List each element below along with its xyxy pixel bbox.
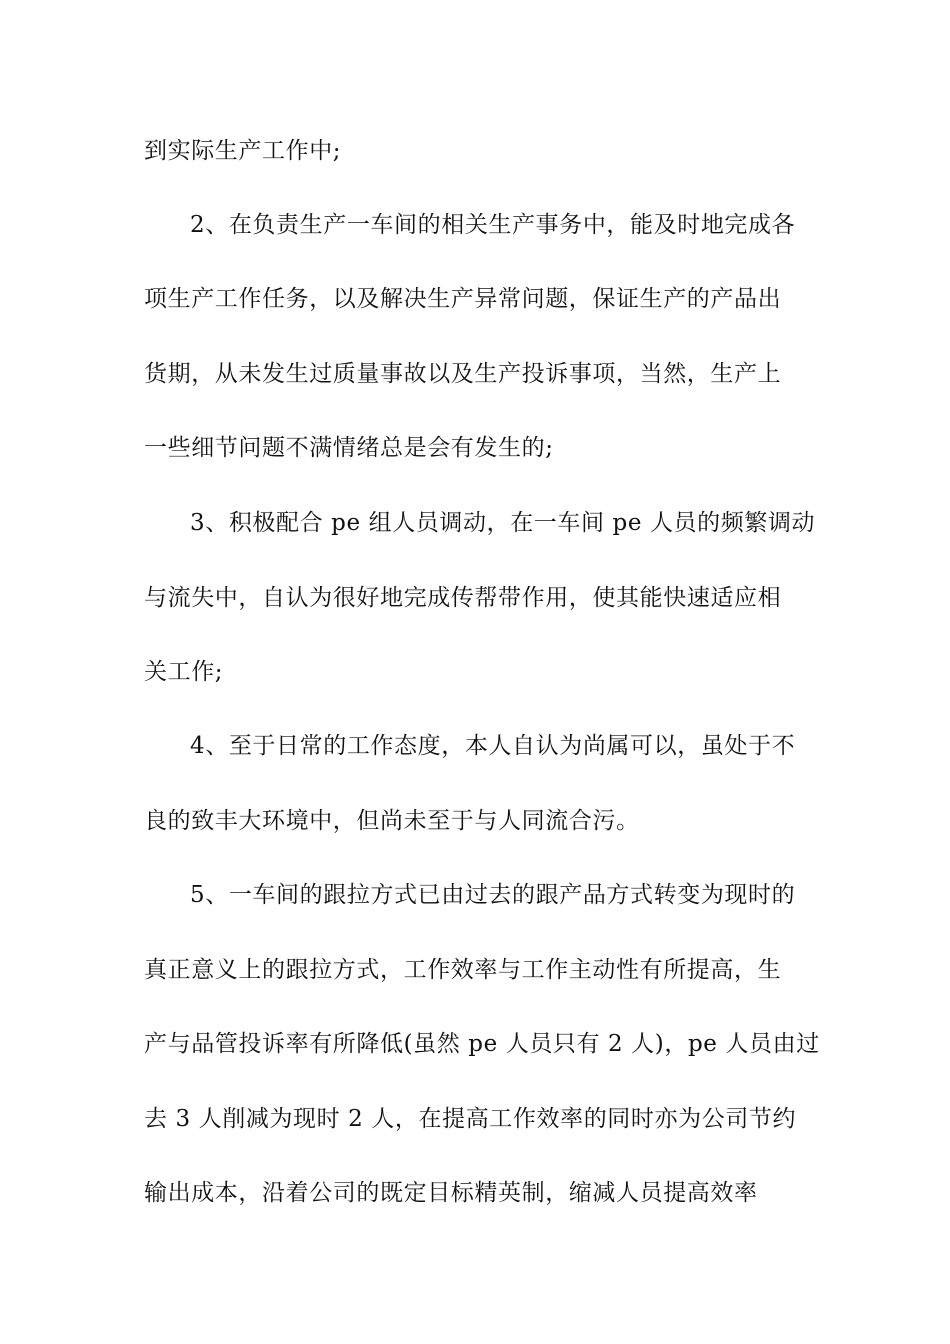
text-line: 去 3 人削减为现时 2 人，在提高工作效率的同时亦为公司节约 [144,1106,797,1132]
text-line: 真正意义上的跟拉方式，工作效率与工作主动性有所提高，生 [144,957,782,983]
list-item-4-line: 4、至于日常的工作态度，本人自认为尚属可以，虽处于不 [190,733,796,759]
text-line: 与流失中，自认为很好地完成传帮带作用，使其能快速适应相 [144,585,782,611]
text-line: 到实际生产工作中; [144,138,342,164]
text-line: 一些细节问题不满情绪总是会有发生的; [144,435,554,461]
text-line: 货期，从未发生过质量事故以及生产投诉事项，当然，生产上 [144,361,782,387]
text-line: 项生产工作任务，以及解决生产异常问题，保证生产的产品出 [144,286,782,312]
text-line: 关工作; [144,659,224,685]
text-line: 产与品管投诉率有所降低(虽然 pe 人员只有 2 人)，pe 人员由过 [144,1031,820,1057]
list-item-2-line: 2、在负责生产一车间的相关生产事务中，能及时地完成各 [190,212,796,238]
text-line: 输出成本，沿着公司的既定目标精英制，缩减人员提高效率 [144,1180,758,1206]
text-line: 良的致丰大环境中，但尚未至于与人同流合污。 [144,808,640,834]
list-item-3-line: 3、积极配合 pe 组人员调动，在一车间 pe 人员的频繁调动 [190,510,816,536]
list-item-5-line: 5、一车间的跟拉方式已由过去的跟产品方式转变为现时的 [190,882,796,908]
